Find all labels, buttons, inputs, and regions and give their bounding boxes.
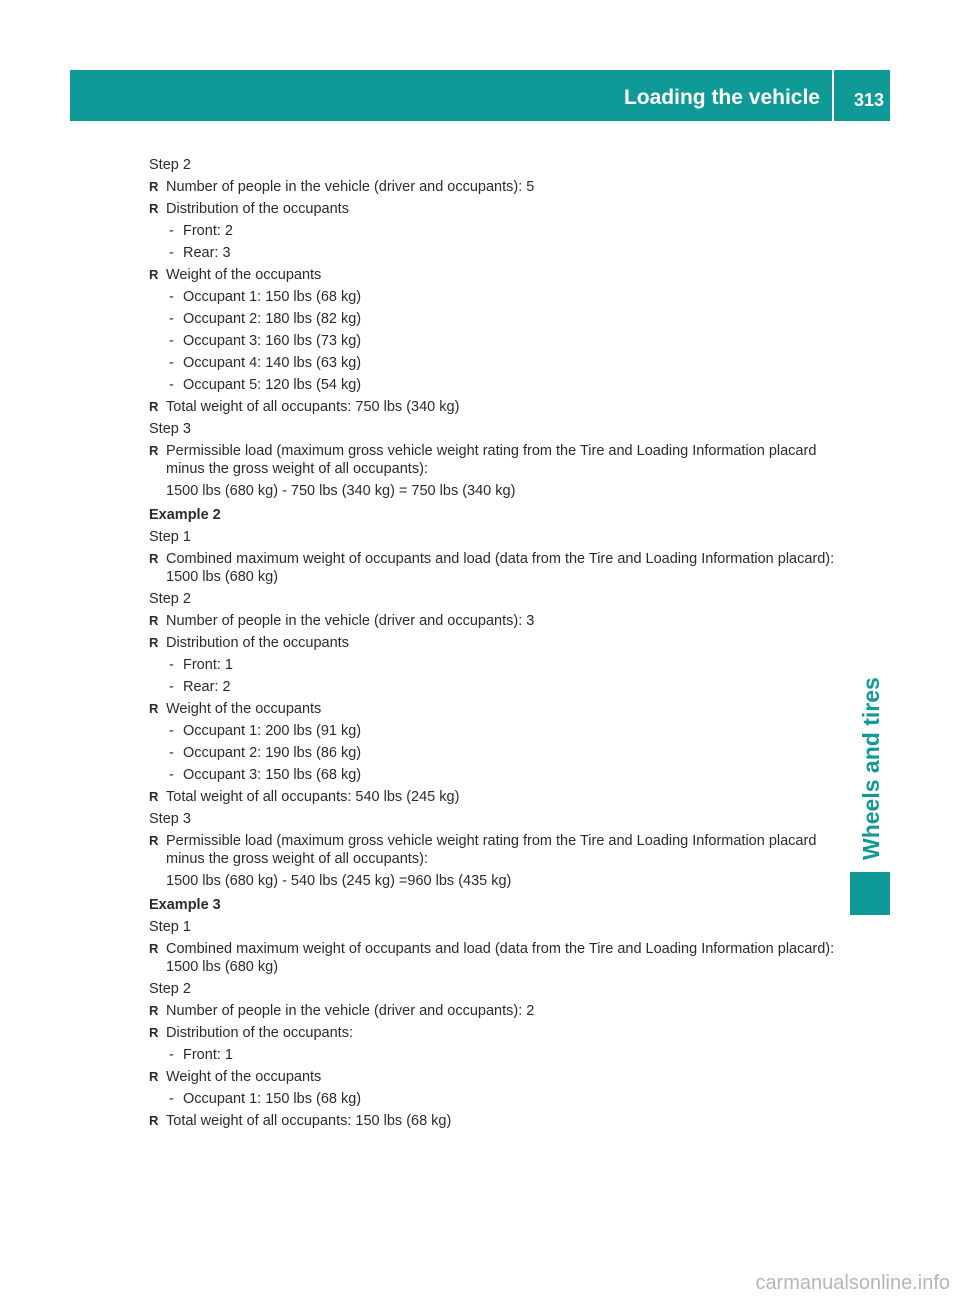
list-item: R Distribution of the occupants: xyxy=(149,1024,849,1042)
page-number: 313 xyxy=(853,90,884,110)
sub-list-item: - Rear: 2 xyxy=(149,678,849,696)
step-label: Step 2 xyxy=(149,157,191,173)
sub-list-item: - Front: 1 xyxy=(149,1046,849,1064)
watermark-text: carmanualsonline.info xyxy=(755,1272,950,1294)
side-tab-label: Wheels and tires xyxy=(858,677,884,860)
list-item: R Number of people in the vehicle (driver and occupants): 5 xyxy=(149,178,849,196)
list-item: R Total weight of all occupants: 150 lbs (68 kg) xyxy=(149,1112,849,1130)
page-header xyxy=(70,70,890,121)
sub-list-item: - Occupant 1: 150 lbs (68 kg) xyxy=(149,1090,849,1108)
list-item: R Distribution of the occupants xyxy=(149,200,849,218)
step-label: Step 3 xyxy=(149,421,191,437)
list-item: R Combined maximum weight of occupants and load (data from the Tire and Loading Information placard): 1500 lbs (680 kg) xyxy=(149,550,849,586)
sub-list-item: - Occupant 3: 150 lbs (68 kg) xyxy=(149,766,849,784)
sub-list-item: - Rear: 3 xyxy=(149,244,849,262)
step-label: Step 2 xyxy=(149,981,191,997)
list-item: R Number of people in the vehicle (driver and occupants): 2 xyxy=(149,1002,849,1020)
sub-list-item: - Front: 1 xyxy=(149,656,849,674)
section-title: Loading the vehicle xyxy=(623,86,820,109)
list-item: R Weight of the occupants xyxy=(149,266,849,284)
example-heading: Example 3 xyxy=(149,897,221,913)
list-item: R Number of people in the vehicle (driver and occupants): 3 xyxy=(149,612,849,630)
list-item: R Distribution of the occupants xyxy=(149,634,849,652)
formula: 1500 lbs (680 kg) - 750 lbs (340 kg) = 750 lbs (340 kg) xyxy=(166,483,516,499)
side-tab-marker xyxy=(850,872,890,915)
sub-list-item: - Occupant 4: 140 lbs (63 kg) xyxy=(149,354,849,372)
list-item: R Permissible load (maximum gross vehicle weight rating from the Tire and Loading Information placard minus the gross weight of all occupants): xyxy=(149,832,849,868)
step-label: Step 3 xyxy=(149,811,191,827)
step-label: Step 1 xyxy=(149,529,191,545)
list-item: R Weight of the occupants xyxy=(149,1068,849,1086)
list-item: R Total weight of all occupants: 540 lbs (245 kg) xyxy=(149,788,849,806)
sub-list-item: - Occupant 1: 200 lbs (91 kg) xyxy=(149,722,849,740)
list-item: R Total weight of all occupants: 750 lbs (340 kg) xyxy=(149,398,849,416)
formula: 1500 lbs (680 kg) - 540 lbs (245 kg) =960 lbs (435 kg) xyxy=(166,873,512,889)
sub-list-item: - Occupant 2: 190 lbs (86 kg) xyxy=(149,744,849,762)
sub-list-item: - Occupant 5: 120 lbs (54 kg) xyxy=(149,376,849,394)
step-label: Step 2 xyxy=(149,591,191,607)
list-item: R Weight of the occupants xyxy=(149,700,849,718)
header-divider xyxy=(832,70,834,121)
sub-list-item: - Occupant 3: 160 lbs (73 kg) xyxy=(149,332,849,350)
list-item: R Permissible load (maximum gross vehicle weight rating from the Tire and Loading Information placard minus the gross weight of all occupants): xyxy=(149,442,849,478)
sub-list-item: - Front: 2 xyxy=(149,222,849,240)
document-body xyxy=(149,152,849,1134)
list-item: R Combined maximum weight of occupants and load (data from the Tire and Loading Information placard): 1500 lbs (680 kg) xyxy=(149,940,849,976)
sub-list-item: - Occupant 2: 180 lbs (82 kg) xyxy=(149,310,849,328)
example-heading: Example 2 xyxy=(149,507,221,523)
sub-list-item: - Occupant 1: 150 lbs (68 kg) xyxy=(149,288,849,306)
step-label: Step 1 xyxy=(149,919,191,935)
